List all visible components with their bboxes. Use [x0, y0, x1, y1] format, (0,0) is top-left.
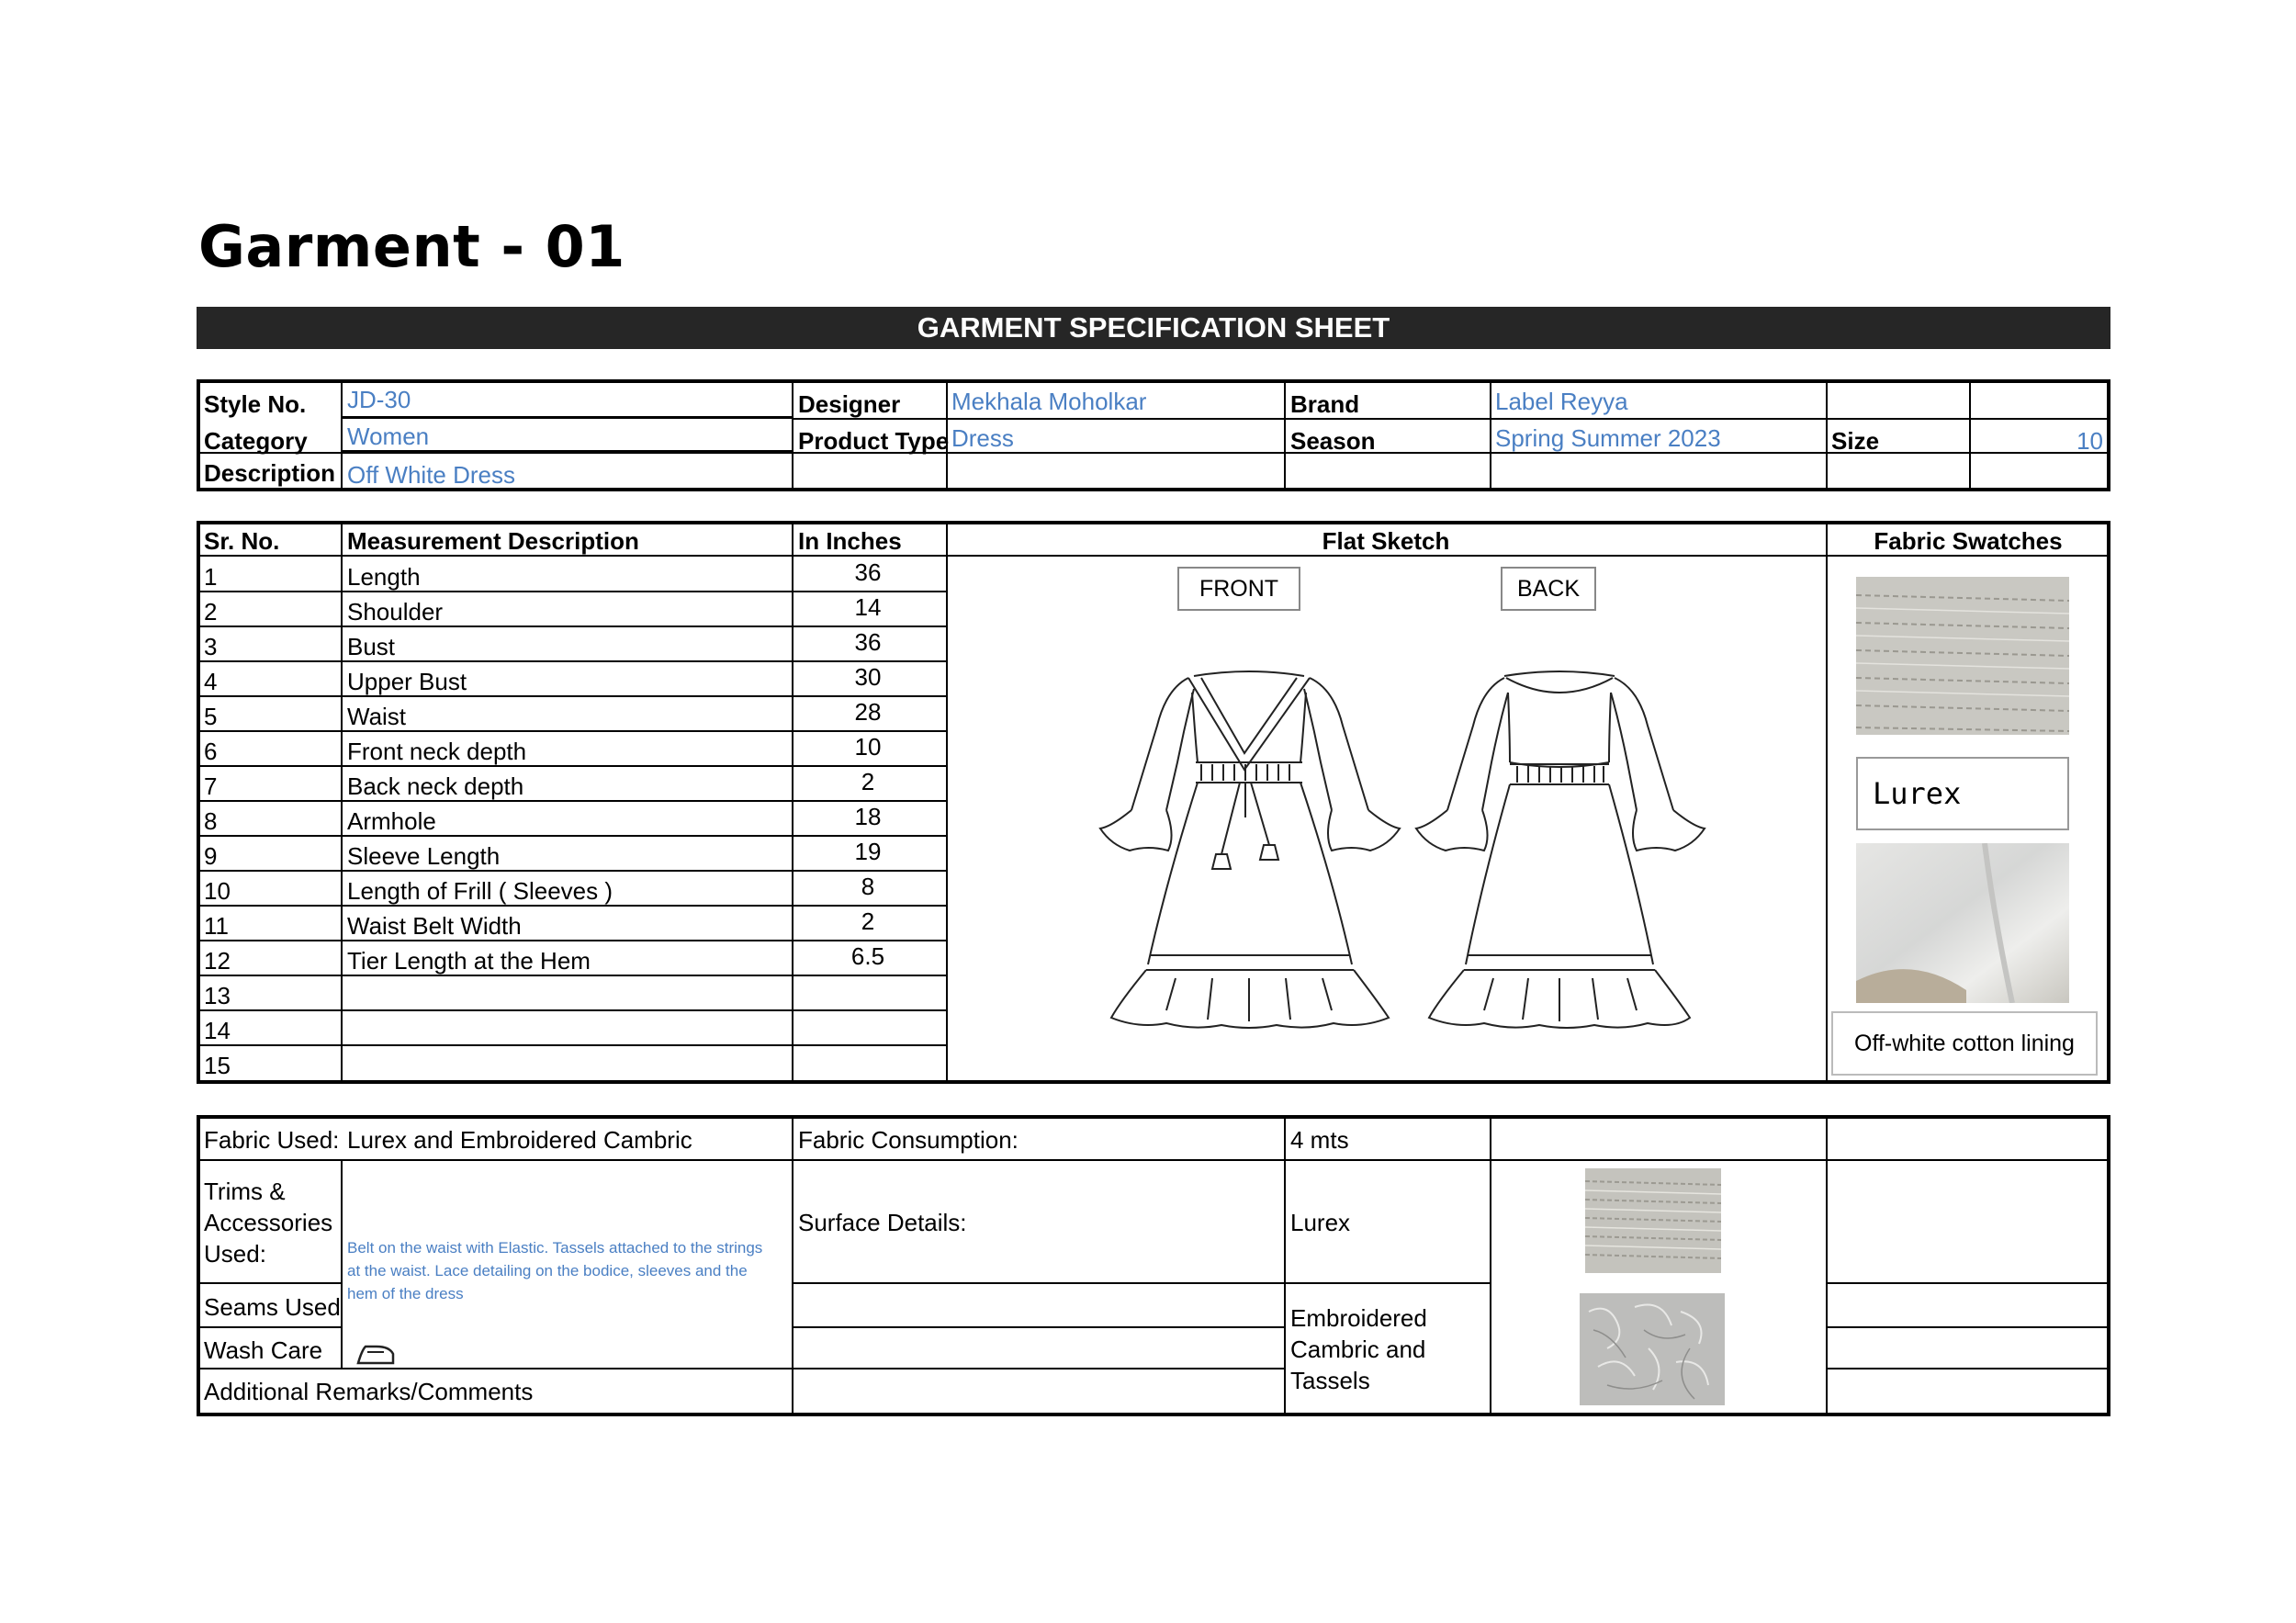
row-sr: 15 — [204, 1052, 231, 1079]
fabric-consumption-value: 4 mts — [1290, 1126, 1349, 1154]
row-sr: 9 — [204, 842, 218, 870]
category-label: Category — [204, 427, 308, 455]
row-sr: 11 — [204, 912, 229, 940]
row-desc: Waist — [347, 703, 407, 730]
surface-detail-embroidered-line3: Tassels — [1290, 1367, 1370, 1394]
row-value: 19 — [854, 838, 882, 865]
row-sr: 5 — [204, 703, 218, 730]
wash-care-label: Wash Care — [204, 1336, 323, 1364]
fabric-consumption-label: Fabric Consumption: — [798, 1126, 1019, 1154]
row-value: 30 — [854, 663, 882, 691]
trims-label-line1: Trims & — [204, 1178, 286, 1205]
row-value: 14 — [854, 593, 882, 621]
row-sr: 3 — [204, 633, 218, 660]
cotton-lining-swatch-label: Off-white cotton lining — [1831, 1011, 2098, 1076]
row-sr: 4 — [204, 668, 218, 695]
page-title: Garment - 01 — [198, 213, 625, 280]
col-inches-header: In Inches — [798, 527, 902, 555]
row-desc: Front neck depth — [347, 738, 527, 765]
row-sr: 10 — [204, 877, 231, 905]
designer-value: Mekhala Moholkar — [951, 388, 1147, 415]
row-value: 28 — [854, 698, 882, 726]
row-value: 8 — [861, 873, 875, 900]
col-sr-header: Sr. No. — [204, 527, 280, 555]
trims-label-line3: Used: — [204, 1240, 266, 1268]
style-no-label: Style No. — [204, 390, 307, 418]
trims-label-line2: Accessories — [204, 1209, 333, 1236]
description-label: Description — [204, 459, 336, 487]
row-desc: Upper Bust — [347, 668, 467, 695]
row-desc: Length of Frill ( Sleeves ) — [347, 877, 613, 905]
row-sr: 14 — [204, 1017, 231, 1044]
iron-icon — [355, 1343, 397, 1367]
brand-label: Brand — [1290, 390, 1360, 418]
row-value: 18 — [854, 803, 882, 830]
lurex-swatch-image — [1856, 577, 2069, 735]
row-sr: 1 — [204, 563, 218, 591]
cotton-lining-swatch-image — [1856, 843, 2069, 1003]
season-value: Spring Summer 2023 — [1495, 424, 1721, 452]
row-sr: 7 — [204, 772, 218, 800]
row-value: 2 — [861, 768, 875, 795]
description-value: Off White Dress — [347, 461, 516, 489]
front-label-box: FRONT — [1177, 567, 1300, 611]
row-value: 6.5 — [850, 942, 885, 970]
row-sr: 8 — [204, 807, 218, 835]
back-label-box: BACK — [1501, 567, 1596, 611]
product-type-label: Product Type — [798, 427, 950, 455]
embroidered-cambric-image — [1580, 1293, 1725, 1405]
row-desc: Waist Belt Width — [347, 912, 522, 940]
back-dress-sketch — [1403, 661, 1716, 1029]
row-desc: Length — [347, 563, 421, 591]
size-label: Size — [1831, 427, 1880, 455]
row-sr: 2 — [204, 598, 218, 626]
row-sr: 13 — [204, 982, 231, 1009]
season-label: Season — [1290, 427, 1376, 455]
row-desc: Armhole — [347, 807, 436, 835]
row-desc: Shoulder — [347, 598, 444, 626]
row-sr: 12 — [204, 947, 231, 975]
front-dress-sketch — [1093, 661, 1405, 1029]
col-sketch-header: Flat Sketch — [1322, 527, 1450, 555]
row-sr: 6 — [204, 738, 218, 765]
additional-remarks-label: Additional Remarks/Comments — [204, 1378, 534, 1405]
category-value: Women — [347, 423, 430, 450]
row-value: 10 — [854, 733, 882, 761]
row-desc: Sleeve Length — [347, 842, 501, 870]
fabric-used-value: Lurex and Embroidered Cambric — [347, 1126, 692, 1154]
lurex-swatch-label: Lurex — [1856, 757, 2069, 830]
row-desc: Tier Length at the Hem — [347, 947, 591, 975]
designer-label: Designer — [798, 390, 901, 418]
surface-detail-embroidered-line1: Embroidered — [1290, 1304, 1427, 1332]
product-type-value: Dress — [951, 424, 1014, 452]
brand-value: Label Reyya — [1495, 388, 1628, 415]
col-swatches-header: Fabric Swatches — [1874, 527, 2063, 555]
col-desc-header: Measurement Description — [347, 527, 639, 555]
row-value: 36 — [854, 558, 882, 586]
row-value: 2 — [861, 907, 875, 935]
sheet-banner: GARMENT SPECIFICATION SHEET — [197, 307, 2110, 349]
trims-text: Belt on the waist with Elastic. Tassels attached to the strings at the waist. Lace detailing on the bodice, sleeves and the hem of the dress — [347, 1239, 763, 1302]
row-desc: Bust — [347, 633, 396, 660]
style-no-value: JD-30 — [347, 386, 411, 413]
size-value: 10 — [2077, 427, 2103, 455]
surface-detail-embroidered-line2: Cambric and — [1290, 1336, 1426, 1363]
surface-details-label: Surface Details: — [798, 1209, 967, 1236]
surface-detail-lurex: Lurex — [1290, 1209, 1351, 1236]
row-desc: Back neck depth — [347, 772, 524, 800]
lurex-surface-image — [1585, 1168, 1721, 1273]
fabric-used-label: Fabric Used: — [204, 1126, 340, 1154]
row-value: 36 — [854, 628, 882, 656]
seams-used-label: Seams Used — [204, 1293, 341, 1321]
